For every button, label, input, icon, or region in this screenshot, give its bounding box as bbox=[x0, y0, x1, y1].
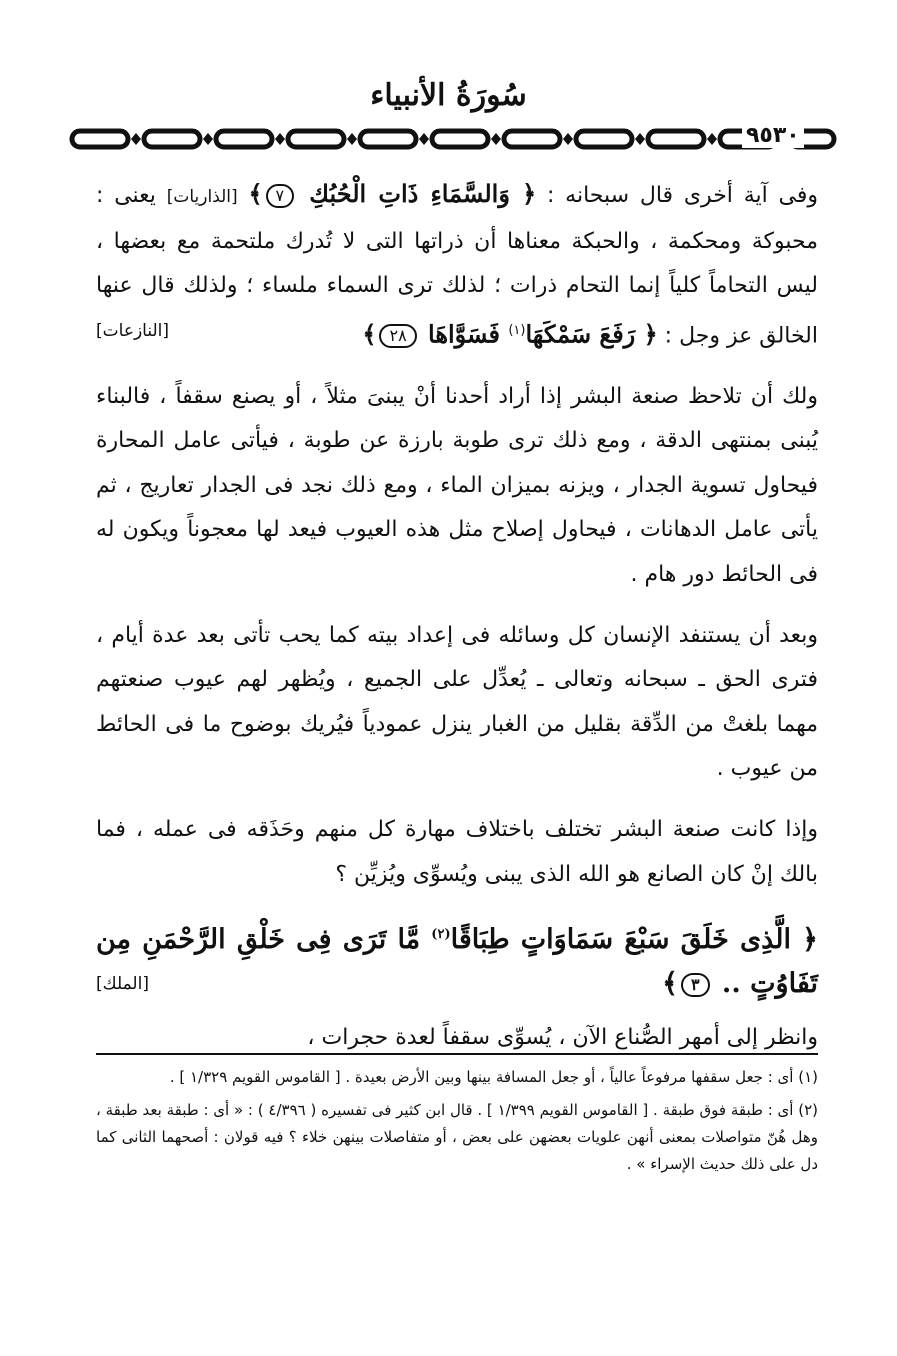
footnote-marker-1[interactable]: (١) bbox=[508, 322, 526, 338]
paragraph-1 bbox=[96, 172, 818, 359]
verse-close-bracket-3: ﴾ bbox=[662, 968, 678, 1000]
quran-verse-naziat: ﴿ رَفَعَ سَمْكَهَا bbox=[525, 319, 658, 349]
verse-mulk-cont: مَّا تَرَى فِى خَلْقِ الرَّحْمَنِ مِن تَفَاوُتٍ .. bbox=[96, 924, 818, 1000]
body-text bbox=[96, 172, 818, 1077]
verse-close-bracket: ﴾ bbox=[248, 179, 263, 208]
surah-title: سُورَةُ الأنبياء bbox=[370, 78, 527, 113]
footnotes bbox=[96, 1064, 818, 1184]
quran-verse-dhariyat: ﴿ وَالسَّمَاءِ ذَاتِ الْحُبُكِ bbox=[297, 179, 537, 208]
paragraph-6: وانظر إلى أمهر الصُّناع الآن ، يُسوِّى سقفاً لعدة حجرات ، bbox=[307, 1025, 818, 1051]
ayah-number-2: ٢٨ bbox=[379, 324, 416, 348]
paragraph-3: وبعد أن يستنفد الإنسان كل وسائله فى إعداد بيته كما يحب تأتى بعد عدة أيام ، فترى الحق ـ سبحانه وتعالى ـ يُعدِّل على الجميع ، ويُظهر لهم عيوب صنعتهم مهما بلغتْ من الدِّقة بقليل من الغبار ينزل عمودياً فيُريك بوضوح ما فى الحائط من عيوب . bbox=[96, 622, 818, 782]
verse-mulk-start: ﴿ الَّذِى خَلَقَ سَبْعَ سَمَاوَاتٍ طِبَاقًا bbox=[450, 924, 818, 956]
footnote-1: (١) أى : جعل سقفها مرفوعاً عالياً ، أو جعل المسافة بينها وبين الأرض بعيدة . [ القاموس القويم ١/٣٢٩ ] . bbox=[169, 1068, 818, 1086]
quran-verse-naziat-end: فَسَوَّاهَا bbox=[419, 319, 509, 349]
footnote-marker-2[interactable]: (٢) bbox=[431, 927, 451, 943]
paragraph-4: وإذا كانت صنعة البشر تختلف باختلاف مهارة كل منهم وحَذَقه فى عمله ، فما بالك إنْ كان الصانع هو الله الذى يبنى ويُسوِّى ويُزيِّن ؟ bbox=[96, 817, 818, 887]
ayah-number-3: ٣ bbox=[681, 973, 710, 997]
p1-text: يعنى : محبوكة ومحكمة ، والحبكة معناها أن ذراتها التى لا تُدرك ملتحمة مع بعضها ، ليس التحاماً كلياً إنما التحام ذرات ؛ لذلك ترى السماء ملساء ؛ ولذلك قال عنها الخالق عز وجل : bbox=[96, 183, 818, 349]
quran-verse-mulk bbox=[96, 913, 818, 1006]
decorative-border bbox=[68, 124, 838, 154]
page-number: ٩٥٣٠ bbox=[742, 123, 804, 148]
paragraph-5 bbox=[96, 913, 818, 1006]
verse-close-bracket-2: ﴾ bbox=[362, 319, 377, 349]
p1-intro: وفى آية أخرى قال سبحانه : bbox=[536, 183, 818, 208]
surah-ref-naziat: [النازعات] bbox=[96, 320, 170, 341]
ayah-number: ٧ bbox=[266, 184, 295, 208]
footnote-2: (٢) أى : طبقة فوق طبقة . [ القاموس القويم ١/٣٩٩ ] . قال ابن كثير فى تفسيره ( ٤/٣٩٦ ) : « أى : طبقة بعد طبقة ، وهل هُنّ متواصلات بمعنى أنهن علويات بعضهن على بعض ، أو متفاصلات بينهن خلاء ؟ فيه قولان : أصحهما الثانى كما دل على ذلك حديث الإسراء » . bbox=[96, 1101, 818, 1173]
surah-ref-dhariyat: [الذاريات] bbox=[166, 187, 238, 207]
surah-ref-mulk: [الملك] bbox=[96, 974, 149, 995]
footnote-divider bbox=[96, 1053, 818, 1055]
paragraph-2: ولك أن تلاحظ صنعة البشر إذا أراد أحدنا أنْ يبنىَ مثلاً ، أو يصنع سقفاً ، فالبناء يُبنى بمنتهى الدقة ، ومع ذلك ترى طوبة بارزة عن طوبة ، فيأتى عامل المحارة فيحاول تسوية الجدار ، ويزنه بميزان الماء ، ومع ذلك نجد فى الجدار تعاريج ، ثم يأتى عامل الدهانات ، فيحاول إصلاح مثل هذه العيوب فيعد لها معجوناً ويكون له فى الحائط دور هام . bbox=[96, 383, 818, 588]
